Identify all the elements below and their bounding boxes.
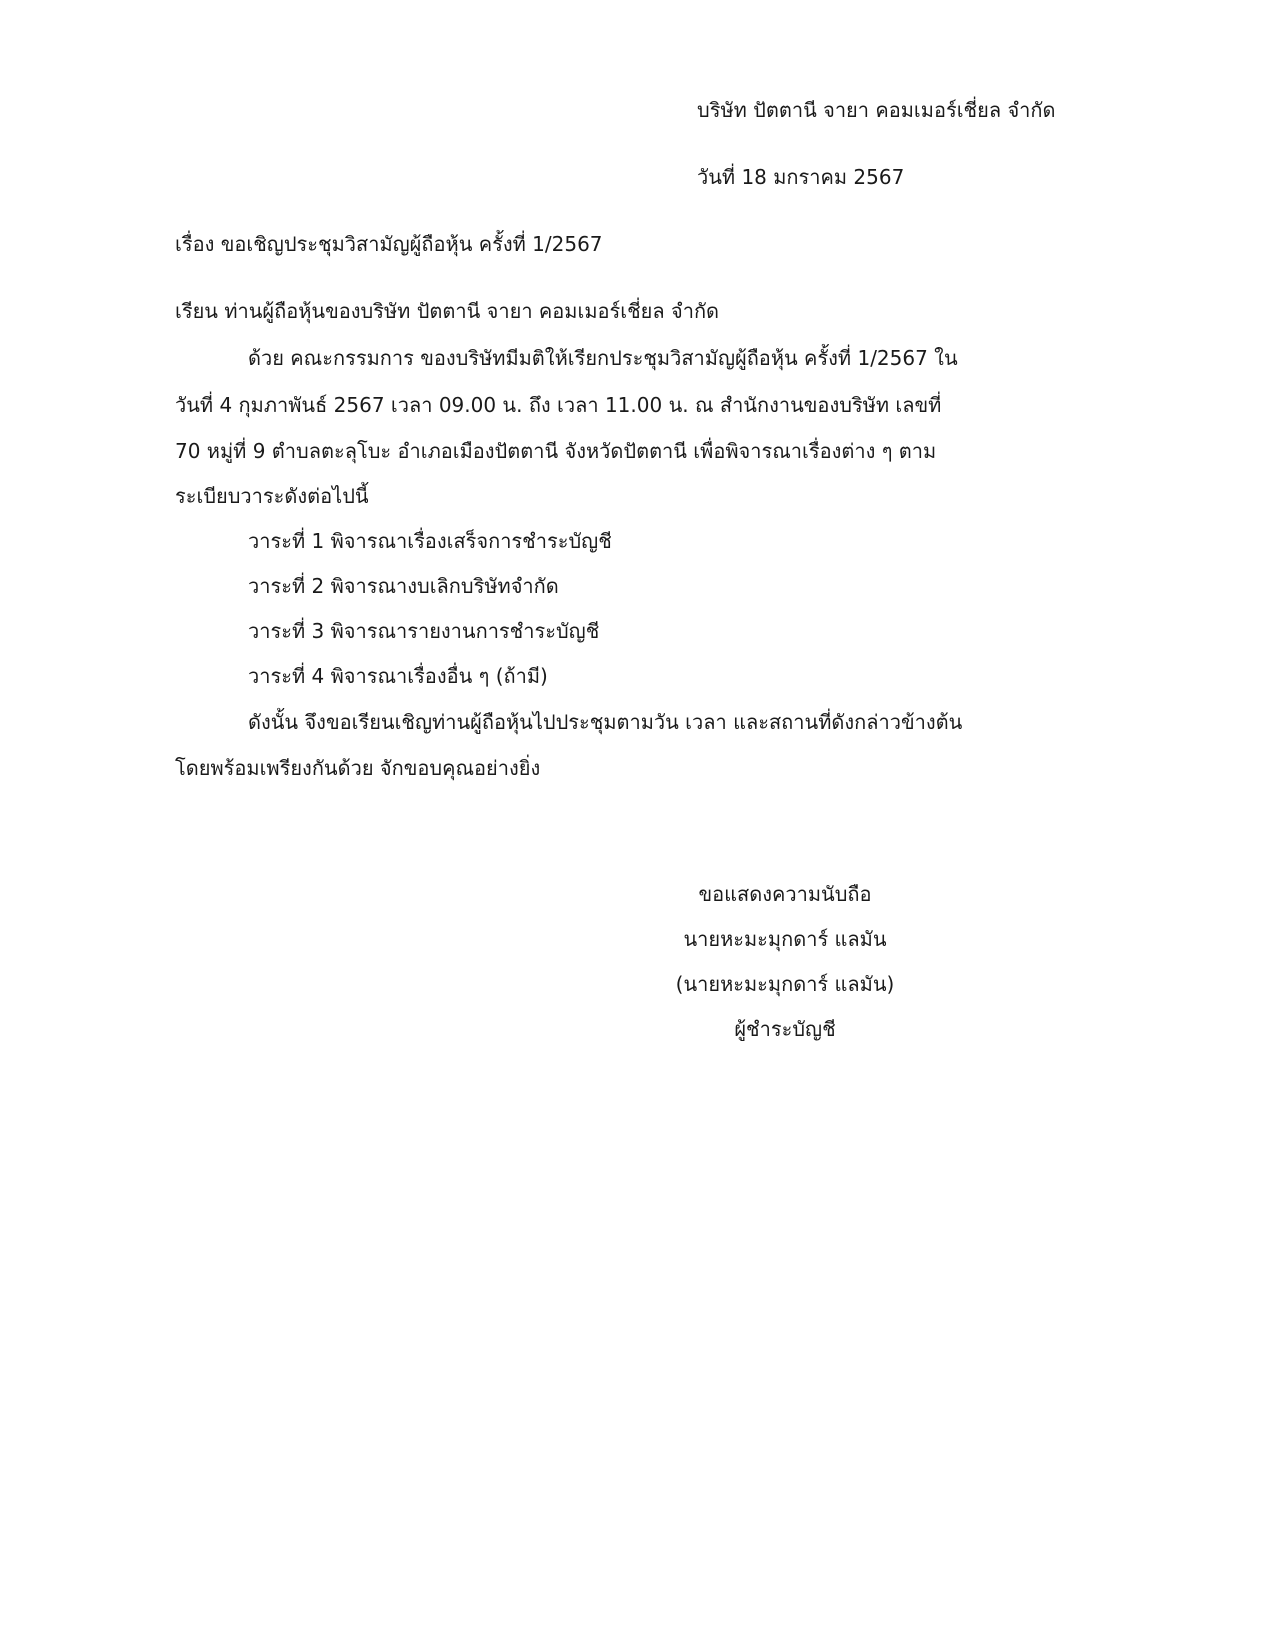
agenda-item: วาระที่ 2 พิจารณางบเลิกบริษัทจำกัด bbox=[248, 574, 559, 598]
agenda-item: วาระที่ 3 พิจารณารายงานการชำระบัญชี bbox=[248, 619, 600, 643]
body-paragraph-line: 70 หมู่ที่ 9 ตำบลตะลุโบะ อำเภอเมืองปัตตานี จังหวัดปัตตานี เพื่อพิจารณาเรื่องต่าง ๆ ตาม bbox=[175, 439, 937, 463]
closing-line: โดยพร้อมเพรียงกันด้วย จักขอบคุณอย่างยิ่ง bbox=[175, 756, 541, 780]
regards-text: ขอแสดงความนับถือ bbox=[698, 882, 872, 906]
signatory-position: ผู้ชำระบัญชี bbox=[734, 1017, 836, 1041]
subject-line: เรื่อง ขอเชิญประชุมวิสามัญผู้ถือหุ้น ครั้งที่ 1/2567 bbox=[175, 232, 603, 256]
agenda-item: วาระที่ 1 พิจารณาเรื่องเสร็จการชำระบัญชี bbox=[248, 529, 612, 553]
agenda-item: วาระที่ 4 พิจารณาเรื่องอื่น ๆ (ถ้ามี) bbox=[248, 664, 548, 688]
salutation-line: เรียน ท่านผู้ถือหุ้นของบริษัท ปัตตานี จายา คอมเมอร์เชี่ยล จำกัด bbox=[175, 299, 720, 323]
body-paragraph-line: ด้วย คณะกรรมการ ของบริษัทมีมติให้เรียกประชุมวิสามัญผู้ถือหุ้น ครั้งที่ 1/2567 ใน bbox=[248, 346, 958, 370]
body-paragraph-line: ระเบียบวาระดังต่อไปนี้ bbox=[175, 484, 369, 508]
closing-line: ดังนั้น จึงขอเรียนเชิญท่านผู้ถือหุ้นไปประชุมตามวัน เวลา และสถานที่ดังกล่าวข้างต้น bbox=[248, 710, 963, 734]
printed-name: (นายหะมะมุกดาร์ แลมัน) bbox=[675, 972, 895, 996]
company-name: บริษัท ปัตตานี จายา คอมเมอร์เชี่ยล จำกัด bbox=[697, 98, 1056, 122]
letter-date: วันที่ 18 มกราคม 2567 bbox=[697, 165, 905, 189]
body-paragraph-line: วันที่ 4 กุมภาพันธ์ 2567 เวลา 09.00 น. ถึง เวลา 11.00 น. ณ สำนักงานของบริษัท เลขที่ bbox=[175, 393, 942, 417]
signature-name: นายหะมะมุกดาร์ แลมัน bbox=[683, 927, 887, 951]
